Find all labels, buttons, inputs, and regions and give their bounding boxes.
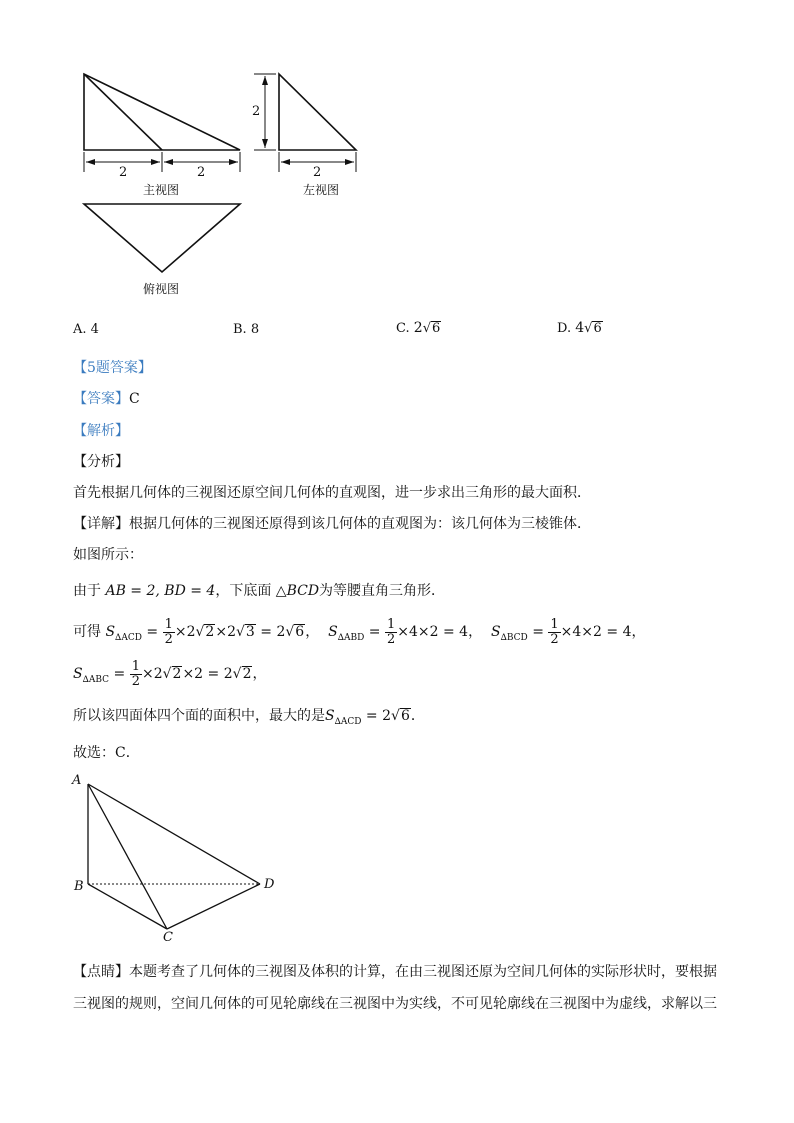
area-formulas-1: 可得 $S_{\Delta ACD}$ = $\frac{1}{2}$ ×2√2×2√3 = 2√6， $S_{\Delta ABD}$ = $\frac{1}{2}$ ×4×2 = 4， $S_{\Delta BCD}$ = $\frac{1}{2}$ ×4×2 = 4， [73, 616, 646, 647]
dianjing-line-2: 三视图的规则，空间几何体的可见轮廓线在三视图中为实线，不可见轮廓线在三视图中为虚线，求解以三 [73, 996, 717, 1012]
area-formulas-2: $S_{\Delta ABC}$ = $\frac{1}{2}$ ×2√2×2 = 2√2， [73, 658, 267, 689]
edge-ad [88, 784, 260, 884]
edge-ac [88, 784, 167, 929]
xiangjie-line: 【详解】根据几何体的三视图还原得到该几何体的直观图为：该几何体为三棱锥体． [73, 516, 591, 532]
top-view-outline [84, 204, 240, 272]
analysis-title: 【解析】 [73, 423, 129, 439]
left-view-label: 左视图 [303, 183, 340, 197]
fenxi-text: 首先根据几何体的三视图还原空间几何体的直观图，进一步求出三角形的最大面积． [73, 485, 591, 501]
as-shown: 如图所示： [73, 547, 143, 563]
choice-b: B. 8 [233, 322, 260, 337]
vertex-label-d: D [264, 877, 275, 892]
front-view-outline [84, 74, 240, 150]
fenxi-label: 【分析】 [73, 454, 129, 470]
choice-d: D. 4√6 [557, 320, 602, 336]
section-title: 【5题答案】 [73, 360, 152, 376]
vertex-label-b: B [74, 879, 84, 894]
choice-c: C. 2√6 [396, 320, 441, 336]
three-view-figure [0, 0, 794, 310]
vertex-label-c: C [163, 930, 173, 945]
front-view-label: 主视图 [143, 183, 180, 197]
edge-cd [167, 884, 260, 929]
edge-bc [88, 884, 167, 929]
answer-line: 【答案】C [73, 391, 140, 407]
vertex-label-a: A [72, 773, 82, 788]
dim-left-width: 2 [313, 165, 322, 180]
given-line: 由于 AB = 2, BD = 4，下底面 △BCD为等腰直角三角形． [73, 583, 446, 599]
dim-front-left: 2 [119, 165, 128, 180]
left-view-outline [279, 74, 356, 150]
dim-front-right: 2 [197, 165, 206, 180]
dianjing-line-1: 【点睛】本题考查了几何体的三视图及体积的计算，在由三视图还原为空间几何体的实际形状时，要根据 [73, 964, 717, 980]
top-view-label: 俯视图 [143, 282, 180, 296]
choice-a: A. 4 [73, 322, 99, 337]
conclusion-line: 所以该四面体四个面的面积中，最大的是$S_{\Delta ACD} = 2√6$． [73, 708, 425, 727]
front-view-inner-edge [84, 74, 162, 150]
choose-line: 故选：C． [73, 745, 140, 761]
dim-left-height: 2 [252, 104, 261, 119]
